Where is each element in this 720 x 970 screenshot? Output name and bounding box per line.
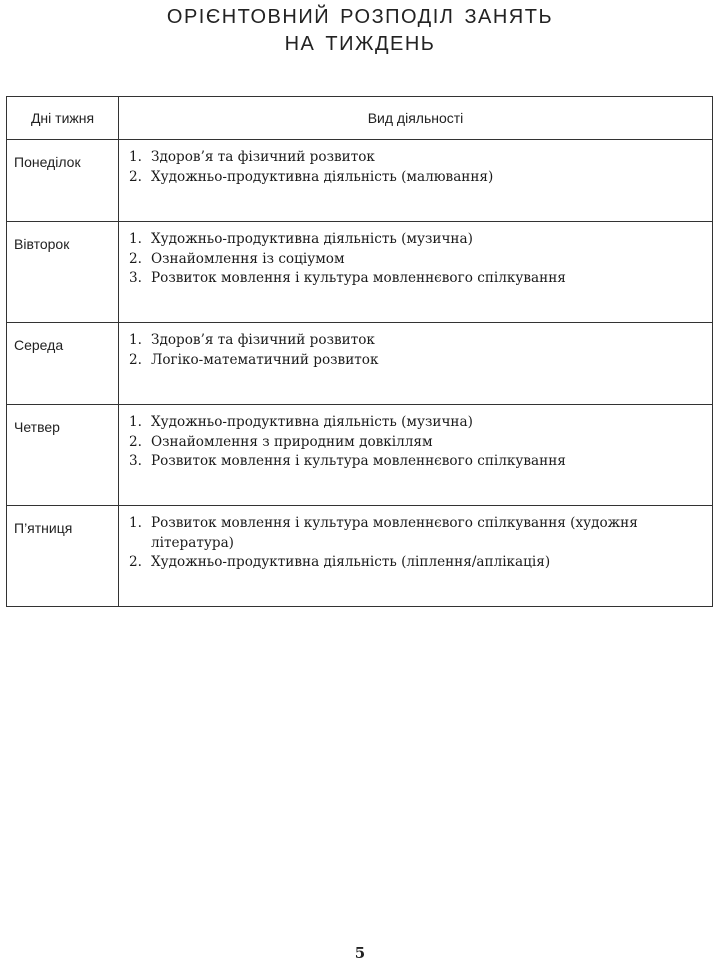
list-item (129, 413, 702, 433)
page-title (0, 4, 720, 58)
activity-cell (119, 405, 713, 506)
list-item (129, 553, 702, 573)
item-text: Логіко-математичний розвиток (151, 351, 379, 368)
list-item (129, 230, 702, 250)
item-text: Ознайомлення із соціумом (151, 250, 345, 267)
table-row (7, 506, 713, 607)
activity-list (129, 230, 702, 289)
activity-cell (119, 140, 713, 222)
table-row (7, 140, 713, 222)
item-number: 1. (129, 414, 142, 430)
list-item (129, 351, 702, 371)
header-activity: Вид діяльності (119, 97, 713, 140)
item-number: 2. (129, 351, 142, 368)
list-item (129, 433, 702, 453)
item-text: Розвиток мовлення і культура мовленнєвого спілкування (151, 270, 566, 286)
item-text: Художньо-продуктивна діяльність (музична) (151, 414, 473, 430)
item-number: 1. (129, 149, 142, 165)
item-text: Розвиток мовлення і культура мовленнєвого спілкування (художня література) (151, 515, 638, 551)
item-number: 2. (129, 250, 142, 267)
list-item (129, 452, 702, 472)
item-number: 2. (129, 554, 142, 570)
day-cell: Четвер (7, 405, 119, 506)
day-cell: Вівторок (7, 222, 119, 323)
page-title-line-1: ОРІЄНТОВНИЙ РОЗПОДІЛ ЗАНЯТЬ (166, 6, 554, 28)
list-item (129, 168, 702, 188)
page-title-line-2: НА ТИЖДЕНЬ (284, 33, 436, 55)
item-text: Ознайомлення з природним довкіллям (151, 433, 433, 450)
item-number: 1. (129, 515, 142, 531)
table-row (7, 405, 713, 506)
activity-list (129, 413, 702, 472)
day-cell: Понеділок (7, 140, 119, 222)
page-number: 5 (354, 944, 366, 962)
activity-list (129, 148, 702, 187)
item-text: Художньо-продуктивна діяльність (ліплення/аплікація) (151, 554, 551, 570)
activity-cell (119, 506, 713, 607)
activity-list (129, 514, 702, 573)
list-item (129, 250, 702, 270)
item-text: Художньо-продуктивна діяльність (малювання) (151, 168, 494, 185)
table-row (7, 323, 713, 405)
item-number: 1. (129, 231, 142, 247)
activity-cell (119, 222, 713, 323)
list-item (129, 148, 702, 168)
item-number: 2. (129, 168, 142, 185)
item-text: Художньо-продуктивна діяльність (музична) (151, 231, 473, 247)
table-row (7, 222, 713, 323)
list-item (129, 331, 702, 351)
day-cell: П’ятниця (7, 506, 119, 607)
item-number: 3. (129, 453, 142, 469)
table-header-row (7, 97, 713, 140)
activity-cell (119, 323, 713, 405)
item-number: 3. (129, 270, 142, 286)
day-cell: Середа (7, 323, 119, 405)
item-number: 2. (129, 433, 142, 450)
item-text: Здоров’я та фізичний розвиток (151, 149, 375, 165)
activity-list (129, 331, 702, 370)
item-text: Розвиток мовлення і культура мовленнєвого спілкування (151, 453, 566, 469)
weekly-schedule-table (6, 96, 713, 607)
header-day: Дні тижня (7, 97, 119, 140)
list-item (129, 514, 702, 553)
item-text: Здоров’я та фізичний розвиток (151, 332, 375, 348)
list-item (129, 269, 702, 289)
item-number: 1. (129, 332, 142, 348)
